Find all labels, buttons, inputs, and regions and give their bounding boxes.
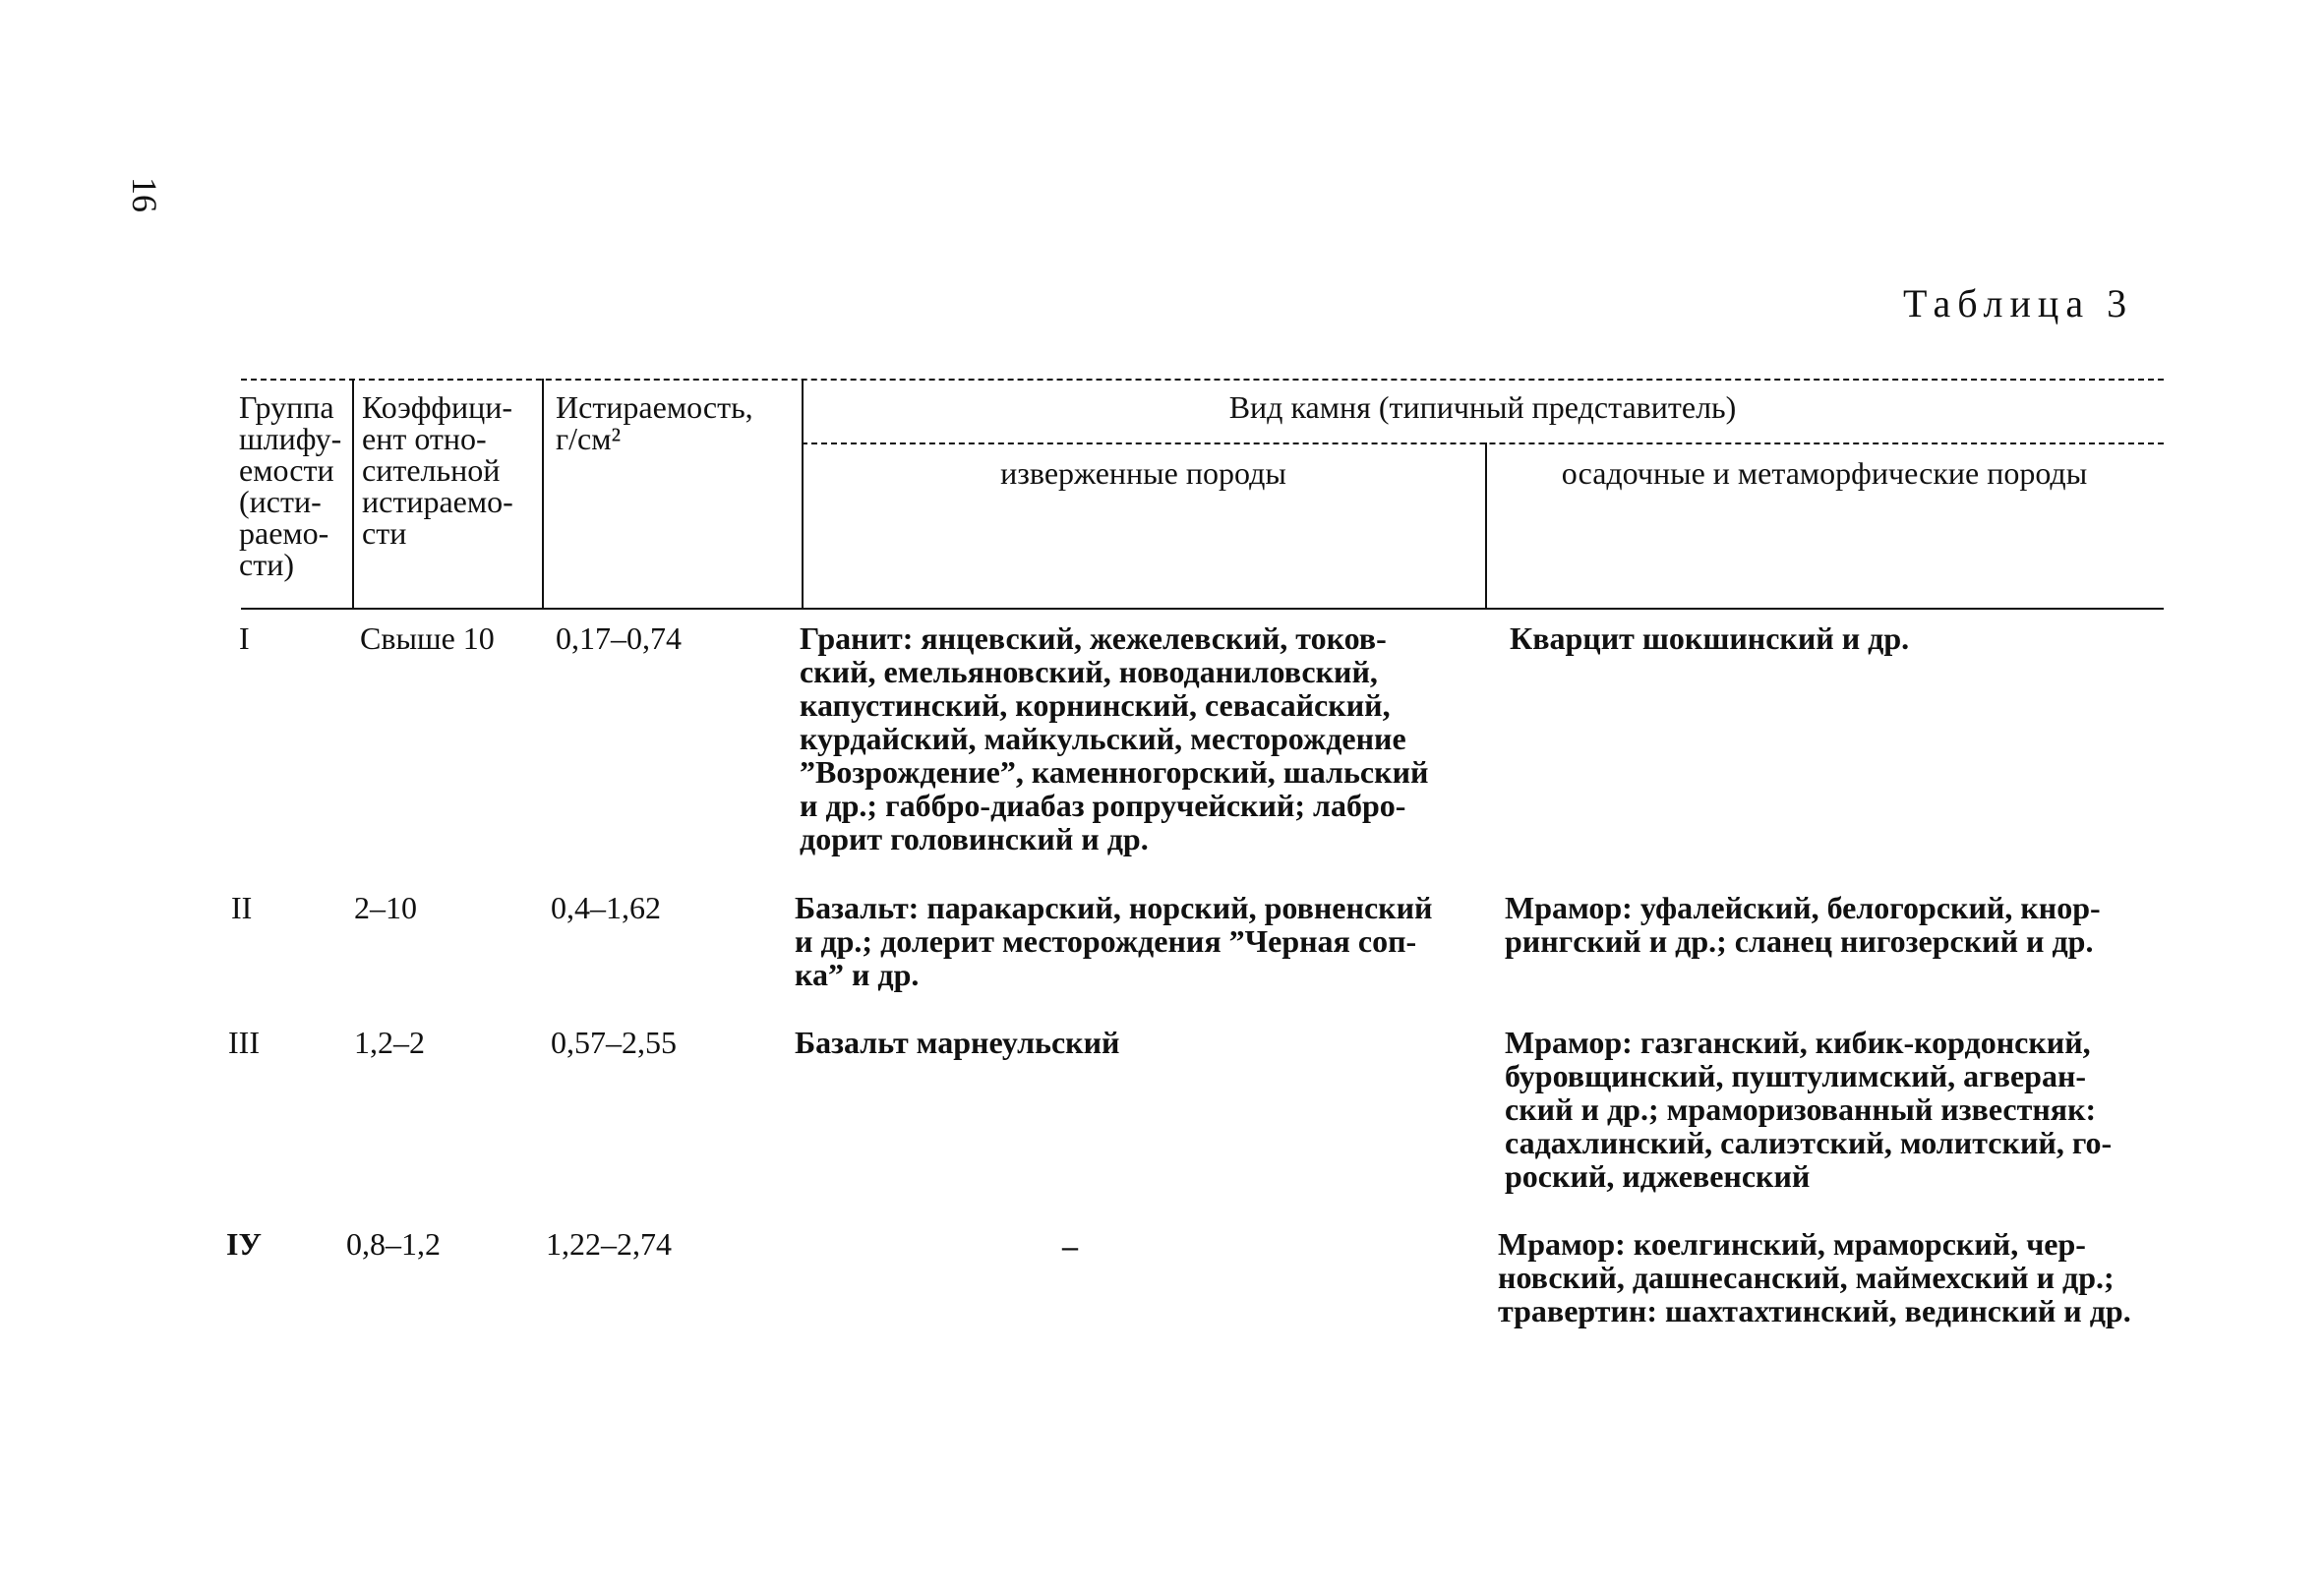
header-group-line: сти) bbox=[239, 547, 294, 582]
text-line: Базальт марнеульский bbox=[795, 1025, 1120, 1060]
row-coefficient: 1,2–2 bbox=[354, 1025, 425, 1060]
row-sedimentary bbox=[1505, 1026, 2183, 1193]
text-line: капустинский, корнинский, севасайский, bbox=[800, 687, 1391, 723]
text-line: дорит головинский и др. bbox=[800, 821, 1149, 856]
text-line: садахлинский, салиэтский, молитский, го- bbox=[1505, 1125, 2113, 1160]
text-line: роский, иджевенский bbox=[1505, 1158, 1811, 1194]
row-group: II bbox=[231, 890, 253, 925]
header-group-line: (исти- bbox=[239, 484, 322, 519]
row-abrasion: 0,4–1,62 bbox=[551, 890, 661, 925]
row-coefficient: 0,8–1,2 bbox=[346, 1226, 441, 1262]
header-coefficient-line: ент отно- bbox=[362, 421, 487, 456]
header-mid-rule bbox=[802, 442, 2164, 444]
header-abrasion bbox=[556, 391, 802, 454]
header-igneous: изверженные породы bbox=[1000, 455, 1286, 491]
header-group-line: шлифу- bbox=[239, 421, 342, 456]
text-line: ”Возрождение”, каменногорский, шальский bbox=[800, 754, 1429, 790]
row-igneous bbox=[795, 1026, 1488, 1059]
text-line: Базальт: паракарский, норский, ровненский bbox=[795, 890, 1433, 925]
row-sedimentary bbox=[1498, 1227, 2186, 1327]
row-igneous bbox=[795, 891, 1488, 991]
text-line: ский и др.; мраморизованный известняк: bbox=[1505, 1091, 2097, 1127]
row-group: I bbox=[239, 620, 250, 656]
text-line: Кварцит шокшинский и др. bbox=[1510, 620, 1910, 656]
text-line: Мрамор: уфалейский, белогорский, кнор- bbox=[1505, 890, 2101, 925]
text-line: и др.; габбро-диабаз ропручейский; лабро- bbox=[800, 788, 1406, 823]
text-line: травертин: шахтахтинский, вединский и др. bbox=[1498, 1293, 2131, 1328]
header-coefficient-line: сительной bbox=[362, 452, 501, 488]
table-title: Таблица 3 bbox=[1903, 281, 2134, 325]
row-abrasion: 1,22–2,74 bbox=[546, 1226, 672, 1262]
header-abrasion-line: Истираемость, bbox=[556, 389, 753, 425]
header-sedimentary: осадочные и метаморфические породы bbox=[1561, 455, 2088, 491]
row-igneous bbox=[800, 621, 1488, 855]
text-line: Мрамор: газганский, кибик-кордонский, bbox=[1505, 1025, 2091, 1060]
header-group-line: емости bbox=[239, 452, 334, 488]
row-sedimentary bbox=[1505, 891, 2183, 958]
row-coefficient: 2–10 bbox=[354, 890, 417, 925]
header-group-line: раемо- bbox=[239, 515, 329, 551]
col-divider-1 bbox=[352, 379, 354, 608]
header-group bbox=[239, 391, 352, 580]
header-stone-type: Вид камня (типичный представитель) bbox=[1228, 389, 1737, 425]
text-line: Мрамор: коелгинский, мраморский, чер- bbox=[1498, 1226, 2086, 1262]
text-line: курдайский, майкульский, месторождение bbox=[800, 721, 1406, 756]
text-line: Гранит: янцевский, жежелевский, токов- bbox=[800, 620, 1387, 656]
text-line: рингский и др.; сланец нигозерский и др. bbox=[1505, 923, 2094, 959]
text-line: ский, емельяновский, новоданиловский, bbox=[800, 654, 1378, 689]
row-group: III bbox=[228, 1025, 260, 1060]
page-number: 16 bbox=[125, 177, 164, 212]
header-coefficient-line: истираемо- bbox=[362, 484, 513, 519]
row-igneous bbox=[795, 1229, 1345, 1263]
header-group-line: Группа bbox=[239, 389, 334, 425]
header-abrasion-unit: г/см² bbox=[556, 421, 622, 456]
text-line: ка” и др. bbox=[795, 957, 920, 992]
row-abrasion: 0,17–0,74 bbox=[556, 620, 682, 656]
text-line: новский, дашнесанский, маймехский и др.; bbox=[1498, 1260, 2115, 1295]
header-coefficient-line: Коэффици- bbox=[362, 389, 512, 425]
header-coefficient bbox=[362, 391, 544, 549]
table-top-rule bbox=[241, 379, 2164, 381]
row-abrasion: 0,57–2,55 bbox=[551, 1025, 677, 1060]
row-coefficient: Свыше 10 bbox=[360, 620, 495, 656]
row-sedimentary bbox=[1510, 621, 2178, 655]
header-bottom-rule bbox=[241, 608, 2164, 610]
text-line: и др.; долерит месторождения ”Черная соп- bbox=[795, 923, 1417, 959]
header-coefficient-line: сти bbox=[362, 515, 407, 551]
text-line: – bbox=[1062, 1228, 1078, 1264]
text-line: буровщинский, пуштулимский, агверан- bbox=[1505, 1058, 2087, 1093]
row-group: IУ bbox=[226, 1226, 262, 1262]
